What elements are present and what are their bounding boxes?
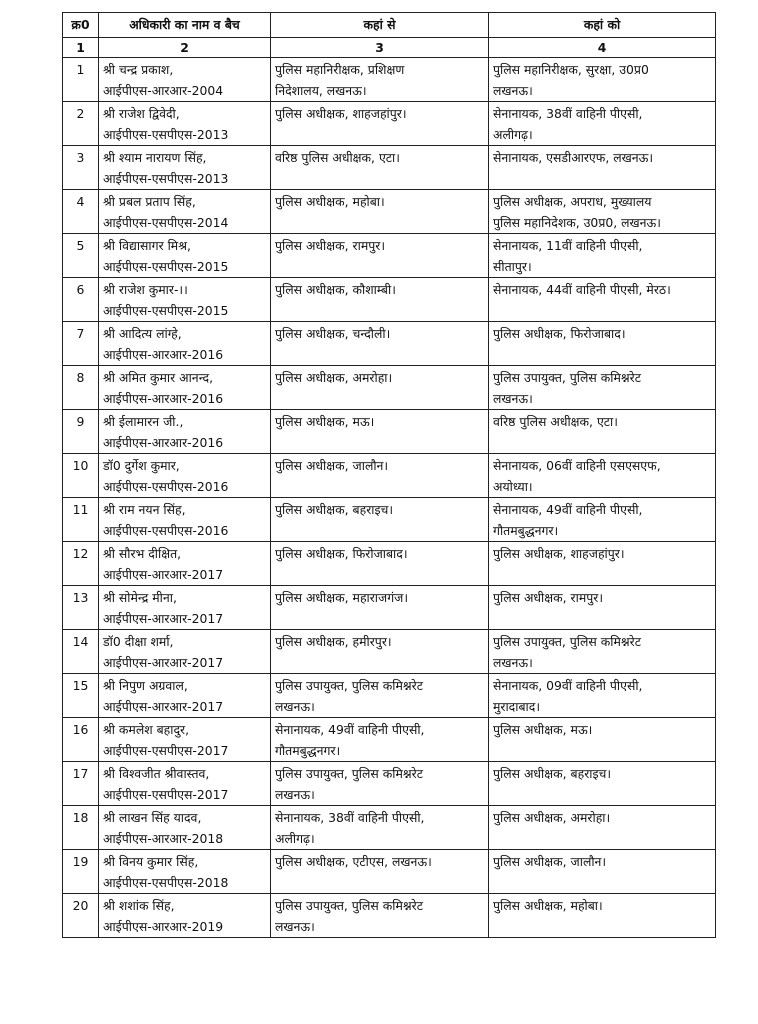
officer-cell bbox=[99, 718, 271, 762]
table-row bbox=[63, 542, 716, 586]
officer-cell bbox=[99, 674, 271, 718]
officer-name: श्री राजेश द्विवेदी, bbox=[103, 106, 180, 121]
officer-name: श्री विनय कुमार सिंह, bbox=[103, 854, 199, 869]
from-cell bbox=[271, 58, 489, 102]
serial-number: 10 bbox=[72, 458, 89, 473]
from-line: पुलिस उपायुक्त, पुलिस कमिश्नरेट bbox=[275, 766, 423, 781]
serial-number: 7 bbox=[76, 326, 85, 341]
serial-number: 11 bbox=[72, 502, 89, 517]
officer-cell bbox=[99, 894, 271, 938]
officer-name: डॉ0 दीक्षा शर्मा, bbox=[103, 634, 174, 649]
to-line: पुलिस उपायुक्त, पुलिस कमिश्नरेट bbox=[493, 370, 641, 385]
to-cell bbox=[489, 322, 716, 366]
from-line: गौतमबुद्धनगर। bbox=[275, 743, 341, 758]
to-line: सेनानायक, 38वीं वाहिनी पीएसी, bbox=[493, 106, 643, 121]
from-line: पुलिस अधीक्षक, शाहजहांपुर। bbox=[275, 106, 407, 121]
officer-batch: आईपीएस-आरआर-2017 bbox=[103, 567, 224, 582]
table-row bbox=[63, 806, 716, 850]
officer-cell bbox=[99, 146, 271, 190]
table-body bbox=[63, 38, 716, 938]
serial-number: 18 bbox=[72, 810, 89, 825]
from-line: अलीगढ़। bbox=[275, 831, 315, 846]
from-line: निदेशालय, लखनऊ। bbox=[275, 83, 367, 98]
table-row bbox=[63, 630, 716, 674]
from-line: पुलिस अधीक्षक, मऊ। bbox=[275, 414, 375, 429]
table-row bbox=[63, 454, 716, 498]
serial-number: 8 bbox=[76, 370, 85, 385]
table-row bbox=[63, 586, 716, 630]
table-row bbox=[63, 718, 716, 762]
from-cell bbox=[271, 762, 489, 806]
serial-cell bbox=[63, 762, 99, 806]
from-cell bbox=[271, 454, 489, 498]
officer-batch: आईपीएस-एसपीएस-2015 bbox=[103, 303, 229, 318]
officer-name: श्री आदित्य लांग्हे, bbox=[103, 326, 182, 341]
serial-number: 13 bbox=[72, 590, 89, 605]
officer-batch: आईपीएस-आरआर-2016 bbox=[103, 435, 224, 450]
officer-name: श्री ईलामारन जी., bbox=[103, 414, 184, 429]
to-line: पुलिस महानिरीक्षक, सुरक्षा, उ0प्र0 bbox=[493, 62, 649, 77]
serial-cell bbox=[63, 234, 99, 278]
to-line: सेनानायक, 49वीं वाहिनी पीएसी, bbox=[493, 502, 643, 517]
from-cell bbox=[271, 278, 489, 322]
to-line: पुलिस अधीक्षक, अमरोहा। bbox=[493, 810, 611, 825]
serial-number: 1 bbox=[76, 62, 85, 77]
from-line: पुलिस अधीक्षक, एटीएस, लखनऊ। bbox=[275, 854, 432, 869]
serial-cell bbox=[63, 410, 99, 454]
serial-cell bbox=[63, 102, 99, 146]
to-line: पुलिस अधीक्षक, रामपुर। bbox=[493, 590, 604, 605]
to-line: मुरादाबाद। bbox=[493, 699, 541, 714]
to-line: पुलिस उपायुक्त, पुलिस कमिश्नरेट bbox=[493, 634, 641, 649]
officer-cell bbox=[99, 762, 271, 806]
header-serial: क्र0 bbox=[63, 13, 99, 38]
to-line: पुलिस अधीक्षक, मऊ। bbox=[493, 722, 593, 737]
from-line: पुलिस अधीक्षक, चन्दौली। bbox=[275, 326, 391, 341]
from-cell bbox=[271, 498, 489, 542]
officer-batch: आईपीएस-आरआर-2017 bbox=[103, 655, 224, 670]
from-line: पुलिस अधीक्षक, अमरोहा। bbox=[275, 370, 393, 385]
from-line: सेनानायक, 49वीं वाहिनी पीएसी, bbox=[275, 722, 425, 737]
officer-cell bbox=[99, 322, 271, 366]
officer-name: डॉ0 दुर्गेश कुमार, bbox=[103, 458, 180, 473]
table-row bbox=[63, 102, 716, 146]
to-cell bbox=[489, 806, 716, 850]
to-line: गौतमबुद्धनगर। bbox=[493, 523, 559, 538]
serial-cell bbox=[63, 630, 99, 674]
officer-name: श्री लाखन सिंह यादव, bbox=[103, 810, 202, 825]
serial-number: 20 bbox=[72, 898, 89, 913]
table-header bbox=[63, 13, 716, 38]
officer-name: श्री सोमेन्द्र मीना, bbox=[103, 590, 177, 605]
table-row bbox=[63, 498, 716, 542]
from-line: पुलिस अधीक्षक, हमीरपुर। bbox=[275, 634, 392, 649]
transfer-table bbox=[62, 12, 716, 938]
serial-cell bbox=[63, 894, 99, 938]
serial-number: 6 bbox=[76, 282, 85, 297]
officer-batch: आईपीएस-एसपीएस-2018 bbox=[103, 875, 229, 890]
table-row bbox=[63, 190, 716, 234]
serial-cell bbox=[63, 674, 99, 718]
table-row bbox=[63, 410, 716, 454]
column-number: 4 bbox=[489, 38, 716, 58]
from-line: पुलिस उपायुक्त, पुलिस कमिश्नरेट bbox=[275, 898, 423, 913]
to-line: पुलिस अधीक्षक, जालौन। bbox=[493, 854, 607, 869]
to-cell bbox=[489, 190, 716, 234]
officer-cell bbox=[99, 234, 271, 278]
to-cell bbox=[489, 674, 716, 718]
officer-batch: आईपीएस-एसपीएस-2017 bbox=[103, 787, 229, 802]
from-cell bbox=[271, 542, 489, 586]
from-line: लखनऊ। bbox=[275, 699, 315, 714]
from-cell bbox=[271, 234, 489, 278]
from-line: पुलिस उपायुक्त, पुलिस कमिश्नरेट bbox=[275, 678, 423, 693]
from-line: सेनानायक, 38वीं वाहिनी पीएसी, bbox=[275, 810, 425, 825]
table-row bbox=[63, 278, 716, 322]
officer-cell bbox=[99, 586, 271, 630]
officer-cell bbox=[99, 102, 271, 146]
to-cell bbox=[489, 498, 716, 542]
to-line: सीतापुर। bbox=[493, 259, 532, 274]
serial-cell bbox=[63, 850, 99, 894]
officer-cell bbox=[99, 278, 271, 322]
officer-cell bbox=[99, 850, 271, 894]
officer-batch: आईपीएस-आरआर-2018 bbox=[103, 831, 224, 846]
to-line: पुलिस अधीक्षक, बहराइच। bbox=[493, 766, 612, 781]
to-line: अलीगढ़। bbox=[493, 127, 533, 142]
to-line: वरिष्ठ पुलिस अधीक्षक, एटा। bbox=[493, 414, 618, 429]
to-cell bbox=[489, 102, 716, 146]
to-line: लखनऊ। bbox=[493, 83, 533, 98]
officer-batch: आईपीएस-एसपीएस-2016 bbox=[103, 479, 229, 494]
officer-batch: आईपीएस-आरआर-2004 bbox=[103, 83, 224, 98]
to-line: लखनऊ। bbox=[493, 655, 533, 670]
column-number: 2 bbox=[99, 38, 271, 58]
officer-batch: आईपीएस-आरआर-2017 bbox=[103, 611, 224, 626]
to-line: पुलिस महानिदेशक, उ0प्र0, लखनऊ। bbox=[493, 215, 661, 230]
officer-name: श्री निपुण अग्रवाल, bbox=[103, 678, 188, 693]
from-cell bbox=[271, 146, 489, 190]
officer-cell bbox=[99, 806, 271, 850]
serial-cell bbox=[63, 190, 99, 234]
serial-number: 9 bbox=[76, 414, 85, 429]
from-cell bbox=[271, 366, 489, 410]
officer-name: श्री चन्द्र प्रकाश, bbox=[103, 62, 174, 77]
officer-batch: आईपीएस-एसपीएस-2016 bbox=[103, 523, 229, 538]
from-cell bbox=[271, 586, 489, 630]
table-row bbox=[63, 674, 716, 718]
from-cell bbox=[271, 894, 489, 938]
to-cell bbox=[489, 762, 716, 806]
table-row bbox=[63, 366, 716, 410]
header-officer-name-batch: अधिकारी का नाम व बैच bbox=[99, 13, 271, 38]
to-cell bbox=[489, 410, 716, 454]
from-cell bbox=[271, 806, 489, 850]
from-line: पुलिस अधीक्षक, बहराइच। bbox=[275, 502, 394, 517]
header-to: कहां को bbox=[489, 13, 716, 38]
serial-number: 17 bbox=[72, 766, 89, 781]
officer-cell bbox=[99, 630, 271, 674]
serial-cell bbox=[63, 542, 99, 586]
officer-name: श्री कमलेश बहादुर, bbox=[103, 722, 190, 737]
to-line: लखनऊ। bbox=[493, 391, 533, 406]
table-row bbox=[63, 894, 716, 938]
officer-cell bbox=[99, 542, 271, 586]
column-number: 3 bbox=[271, 38, 489, 58]
officer-batch: आईपीएस-एसपीएस-2017 bbox=[103, 743, 229, 758]
officer-name: श्री विद्यासागर मिश्र, bbox=[103, 238, 191, 253]
serial-number: 5 bbox=[76, 238, 85, 253]
to-line: पुलिस अधीक्षक, महोबा। bbox=[493, 898, 603, 913]
serial-number: 16 bbox=[72, 722, 89, 737]
column-number: 1 bbox=[63, 38, 99, 58]
to-line: पुलिस अधीक्षक, फिरोजाबाद। bbox=[493, 326, 626, 341]
table-row bbox=[63, 762, 716, 806]
serial-number: 12 bbox=[72, 546, 89, 561]
officer-cell bbox=[99, 454, 271, 498]
officer-batch: आईपीएस-आरआर-2017 bbox=[103, 699, 224, 714]
to-cell bbox=[489, 718, 716, 762]
officer-batch: आईपीएस-एसपीएस-2013 bbox=[103, 127, 229, 142]
to-cell bbox=[489, 278, 716, 322]
serial-cell bbox=[63, 586, 99, 630]
from-line: लखनऊ। bbox=[275, 787, 315, 802]
serial-cell bbox=[63, 454, 99, 498]
officer-name: श्री प्रबल प्रताप सिंह, bbox=[103, 194, 196, 209]
table-row bbox=[63, 234, 716, 278]
serial-number: 3 bbox=[76, 150, 85, 165]
from-line: वरिष्ठ पुलिस अधीक्षक, एटा। bbox=[275, 150, 400, 165]
serial-cell bbox=[63, 58, 99, 102]
serial-cell bbox=[63, 806, 99, 850]
from-line: पुलिस अधीक्षक, महाराजगंज। bbox=[275, 590, 409, 605]
officer-cell bbox=[99, 498, 271, 542]
officer-cell bbox=[99, 58, 271, 102]
serial-number: 15 bbox=[72, 678, 89, 693]
officer-name: श्री विश्वजीत श्रीवास्तव, bbox=[103, 766, 210, 781]
from-cell bbox=[271, 102, 489, 146]
from-line: पुलिस महानिरीक्षक, प्रशिक्षण bbox=[275, 62, 405, 77]
to-line: पुलिस अधीक्षक, शाहजहांपुर। bbox=[493, 546, 625, 561]
from-cell bbox=[271, 674, 489, 718]
table-row bbox=[63, 850, 716, 894]
from-cell bbox=[271, 322, 489, 366]
to-cell bbox=[489, 58, 716, 102]
from-cell bbox=[271, 630, 489, 674]
from-cell bbox=[271, 190, 489, 234]
officer-name: श्री सौरभ दीक्षित, bbox=[103, 546, 182, 561]
serial-number: 2 bbox=[76, 106, 85, 121]
to-cell bbox=[489, 454, 716, 498]
officer-batch: आईपीएस-एसपीएस-2015 bbox=[103, 259, 229, 274]
serial-number: 4 bbox=[76, 194, 85, 209]
to-cell bbox=[489, 146, 716, 190]
officer-name: श्री राम नयन सिंह, bbox=[103, 502, 186, 517]
to-cell bbox=[489, 850, 716, 894]
to-line: सेनानायक, 44वीं वाहिनी पीएसी, मेरठ। bbox=[493, 282, 671, 297]
to-cell bbox=[489, 366, 716, 410]
serial-cell bbox=[63, 322, 99, 366]
officer-batch: आईपीएस-आरआर-2019 bbox=[103, 919, 224, 934]
serial-cell bbox=[63, 278, 99, 322]
to-line: सेनानायक, 09वीं वाहिनी पीएसी, bbox=[493, 678, 643, 693]
officer-batch: आईपीएस-आरआर-2016 bbox=[103, 391, 224, 406]
officer-cell bbox=[99, 410, 271, 454]
officer-cell bbox=[99, 366, 271, 410]
serial-number: 14 bbox=[72, 634, 89, 649]
to-cell bbox=[489, 542, 716, 586]
officer-name: श्री श्याम नारायण सिंह, bbox=[103, 150, 207, 165]
from-line: पुलिस अधीक्षक, महोबा। bbox=[275, 194, 385, 209]
serial-cell bbox=[63, 366, 99, 410]
from-line: पुलिस अधीक्षक, कौशाम्बी। bbox=[275, 282, 396, 297]
to-line: पुलिस अधीक्षक, अपराध, मुख्यालय bbox=[493, 194, 652, 209]
officer-cell bbox=[99, 190, 271, 234]
column-number-row bbox=[63, 38, 716, 58]
table-row bbox=[63, 58, 716, 102]
officer-name: श्री शशांक सिंह, bbox=[103, 898, 175, 913]
officer-name: श्री राजेश कुमार-।। bbox=[103, 282, 188, 297]
to-cell bbox=[489, 586, 716, 630]
officer-batch: आईपीएस-एसपीएस-2013 bbox=[103, 171, 229, 186]
serial-cell bbox=[63, 146, 99, 190]
to-line: अयोध्या। bbox=[493, 479, 533, 494]
to-cell bbox=[489, 630, 716, 674]
to-line: सेनानायक, 06वीं वाहिनी एसएसएफ, bbox=[493, 458, 661, 473]
table-row bbox=[63, 146, 716, 190]
header-from: कहां से bbox=[271, 13, 489, 38]
officer-batch: आईपीएस-एसपीएस-2014 bbox=[103, 215, 229, 230]
to-line: सेनानायक, एसडीआरएफ, लखनऊ। bbox=[493, 150, 654, 165]
table-row bbox=[63, 322, 716, 366]
from-cell bbox=[271, 850, 489, 894]
from-line: पुलिस अधीक्षक, जालौन। bbox=[275, 458, 389, 473]
to-cell bbox=[489, 234, 716, 278]
officer-batch: आईपीएस-आरआर-2016 bbox=[103, 347, 224, 362]
to-line: सेनानायक, 11वीं वाहिनी पीएसी, bbox=[493, 238, 643, 253]
serial-number: 19 bbox=[72, 854, 89, 869]
from-cell bbox=[271, 410, 489, 454]
to-cell bbox=[489, 894, 716, 938]
from-line: पुलिस अधीक्षक, रामपुर। bbox=[275, 238, 386, 253]
from-line: पुलिस अधीक्षक, फिरोजाबाद। bbox=[275, 546, 408, 561]
serial-cell bbox=[63, 498, 99, 542]
officer-name: श्री अमित कुमार आनन्द, bbox=[103, 370, 214, 385]
from-line: लखनऊ। bbox=[275, 919, 315, 934]
serial-cell bbox=[63, 718, 99, 762]
from-cell bbox=[271, 718, 489, 762]
